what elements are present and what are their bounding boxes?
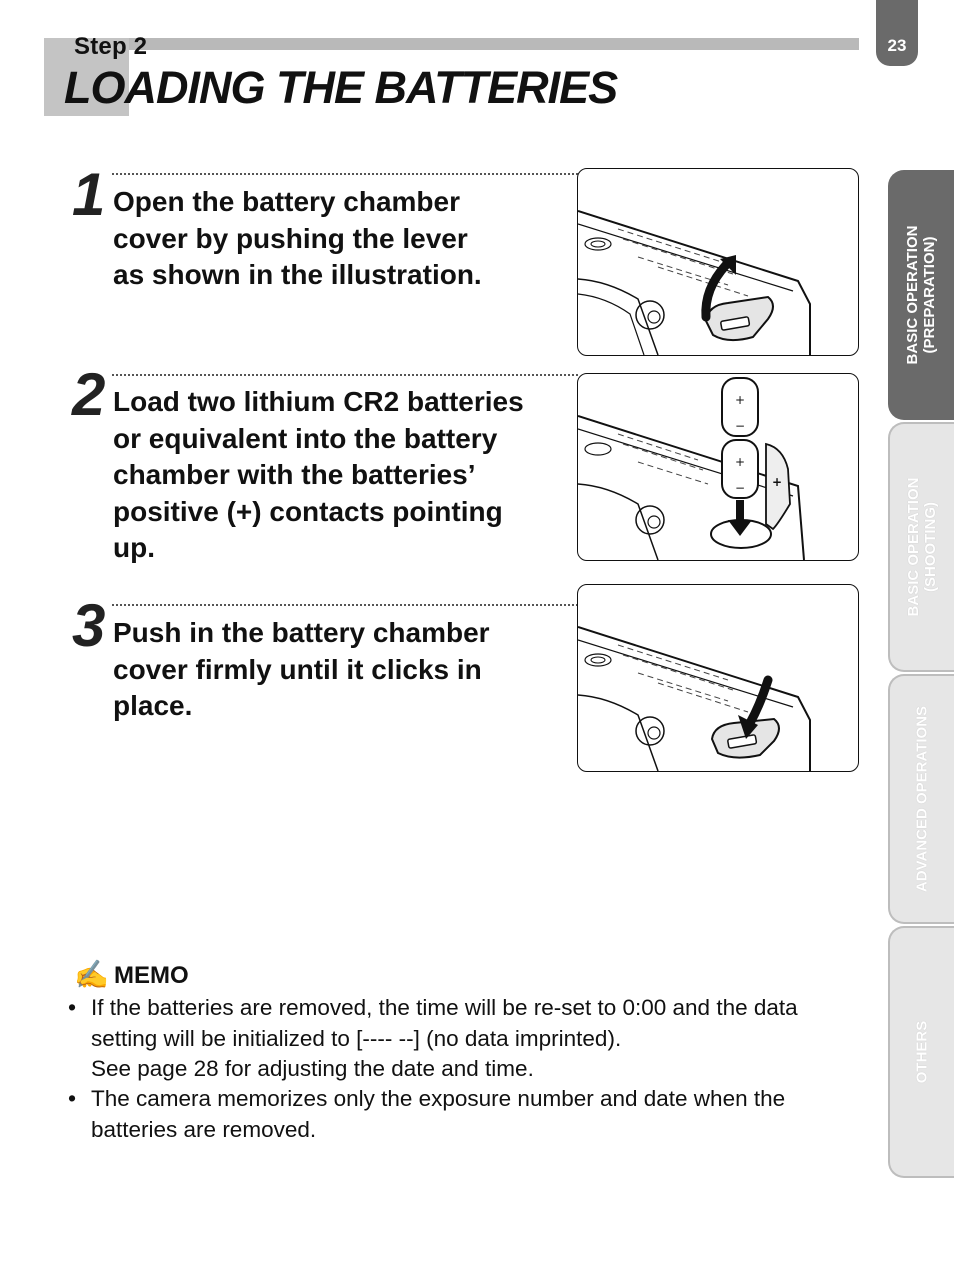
memo-line: The camera memorizes only the exposure number and date when the xyxy=(91,1086,786,1111)
camera-drawing xyxy=(578,169,858,355)
camera-drawing xyxy=(578,585,858,771)
page-number-tab xyxy=(876,0,918,66)
memo-heading: MEMO xyxy=(114,962,189,989)
instruction-line: or equivalent into the battery xyxy=(113,422,498,454)
page-number: 23 xyxy=(887,36,907,55)
camera-drawing xyxy=(578,374,858,560)
side-tab-advanced-operations[interactable] xyxy=(888,674,954,924)
memo-line: See page 28 for adjusting the date and time. xyxy=(91,1056,534,1081)
svg-text:+: + xyxy=(772,475,783,489)
memo-item xyxy=(91,993,798,1085)
side-tab-label: ADVANCED OPERATIONS xyxy=(913,705,931,893)
header-rule xyxy=(129,38,859,50)
instruction-line: cover firmly until it clicks in xyxy=(113,653,482,685)
instruction-line: Load two lithium CR2 batteries xyxy=(113,386,524,417)
battery-plus-label: + xyxy=(734,455,746,469)
bullet-glyph: • xyxy=(68,1085,77,1111)
side-tab-basic-preparation[interactable] xyxy=(888,170,954,420)
step-number: 3 xyxy=(72,592,106,659)
illustration-open-cover xyxy=(577,168,859,356)
memo-line: setting will be initialized to [---- --] (no data imprinted). xyxy=(91,1025,622,1051)
battery-minus-label: − xyxy=(734,419,746,433)
memo-line: If the batteries are removed, the time will be re-set to 0:00 and the data xyxy=(91,995,798,1020)
illustration-close-cover xyxy=(577,584,859,772)
step-number: 2 xyxy=(72,361,106,428)
step-instruction xyxy=(113,615,490,725)
step-number: 1 xyxy=(72,161,106,228)
battery-plus-label: + xyxy=(734,393,746,407)
step-divider xyxy=(112,604,578,606)
memo-item xyxy=(91,1084,785,1145)
instruction-line: up. xyxy=(113,532,155,563)
instruction-line: as shown in the illustration. xyxy=(113,259,482,290)
step-divider xyxy=(112,374,578,376)
battery-minus-label: − xyxy=(734,481,746,495)
step-label: Step 2 xyxy=(74,33,148,60)
bullet-glyph: • xyxy=(68,994,77,1020)
step-instruction xyxy=(113,384,524,567)
instruction-line: Open the battery chamber xyxy=(113,186,460,217)
instruction-line: Push in the battery chamber xyxy=(113,617,490,648)
instruction-line: cover by pushing the lever xyxy=(113,222,468,254)
instruction-line: chamber with the batteries’ xyxy=(113,459,476,490)
pencil-icon: ✍ xyxy=(74,959,109,990)
illustration-insert-batteries xyxy=(577,373,859,561)
instruction-line: place. xyxy=(113,690,193,721)
side-tab-label: BASIC OPERATION (PREPARATION) xyxy=(904,225,938,365)
memo-line: batteries are removed. xyxy=(91,1116,317,1142)
instruction-line: positive (+) contacts pointing xyxy=(113,495,503,527)
side-tab-label: OTHERS xyxy=(913,1020,931,1084)
step-instruction xyxy=(113,184,482,294)
page-title: LOADING THE BATTERIES xyxy=(64,62,618,113)
step-divider xyxy=(112,173,578,175)
side-tab-label: BASIC OPERATION (SHOOTING) xyxy=(905,477,939,617)
side-tab-basic-shooting[interactable] xyxy=(888,422,954,672)
side-tab-others[interactable] xyxy=(888,926,954,1178)
